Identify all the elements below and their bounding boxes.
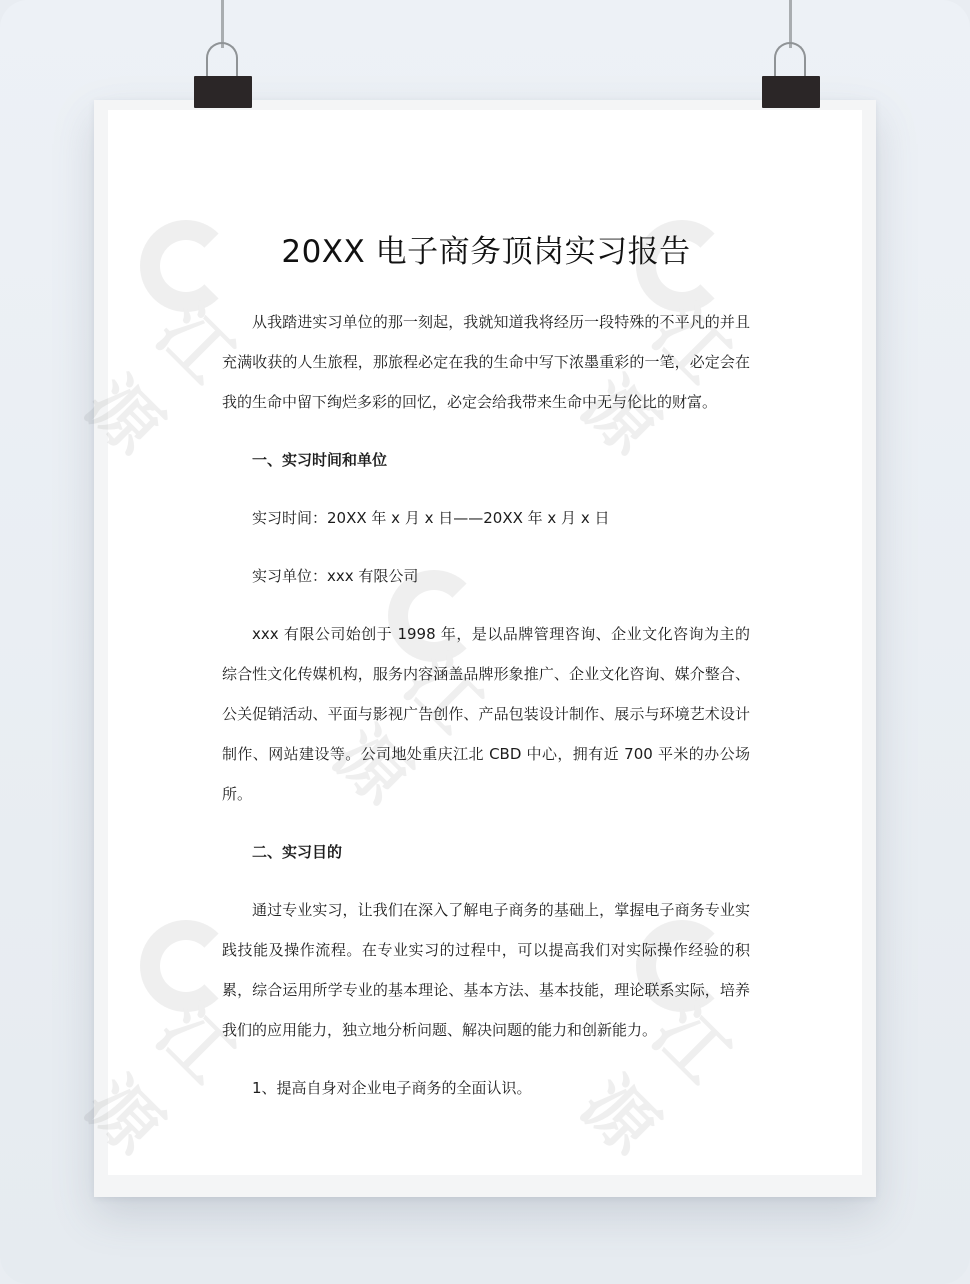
binder-clip-left [194,76,252,108]
watermark-logo: 江源 [636,220,836,410]
list-item-1: 1、提高自身对企业电子商务的全面认识。 [252,1079,532,1097]
intro-paragraph: 从我踏进实习单位的那一刻起，我就知道我将经历一段特殊的不平凡的并且充满收获的人生旅程，那旅程必定在我的生命中写下浓墨重彩的一笔，必定会在我的生命中留下绚烂多彩的回忆，必定会给我带来生命中无与伦比的财富。 [222,313,750,411]
hanging-wire-right [789,0,792,48]
document-body [222,226,750,1108]
watermark-logo: 江源 [388,570,588,760]
hanging-wire-left [221,0,224,48]
watermark-logo: 江源 [140,920,340,1110]
company-description-paragraph: xxx 有限公司始创于 1998 年，是以品牌管理咨询、企业文化咨询为主的综合性文化传媒机构，服务内容涵盖品牌形象推广、企业文化咨询、媒介整合、公关促销活动、平面与影视广告创作、产品包装设计制作、展示与环境艺术设计制作、网站建设等。公司地处重庆江北 CBD 中心，拥有近 700 平米的办公场所。 [222,625,750,803]
watermark-logo: 江源 [636,920,836,1110]
section-heading-purpose: 二、实习目的 [252,843,343,861]
watermark-logo: 江源 [140,220,340,410]
intern-time-line: 实习时间：20XX 年 x 月 x 日——20XX 年 x 月 x 日 [252,509,610,527]
section-heading-time-unit: 一、实习时间和单位 [252,451,388,469]
document-title: 20XX 电子商务顶岗实习报告 [281,234,691,270]
binder-clip-right [762,76,820,108]
intern-unit-line: 实习单位：xxx 有限公司 [252,567,419,585]
purpose-paragraph: 通过专业实习，让我们在深入了解电子商务的基础上，掌握电子商务专业实践技能及操作流程。在专业实习的过程中，可以提高我们对实际操作经验的积累，综合运用所学专业的基本理论、基本方法、基本技能，理论联系实际，培养我们的应用能力，独立地分析问题、解决问题的能力和创新能力。 [222,901,750,1039]
